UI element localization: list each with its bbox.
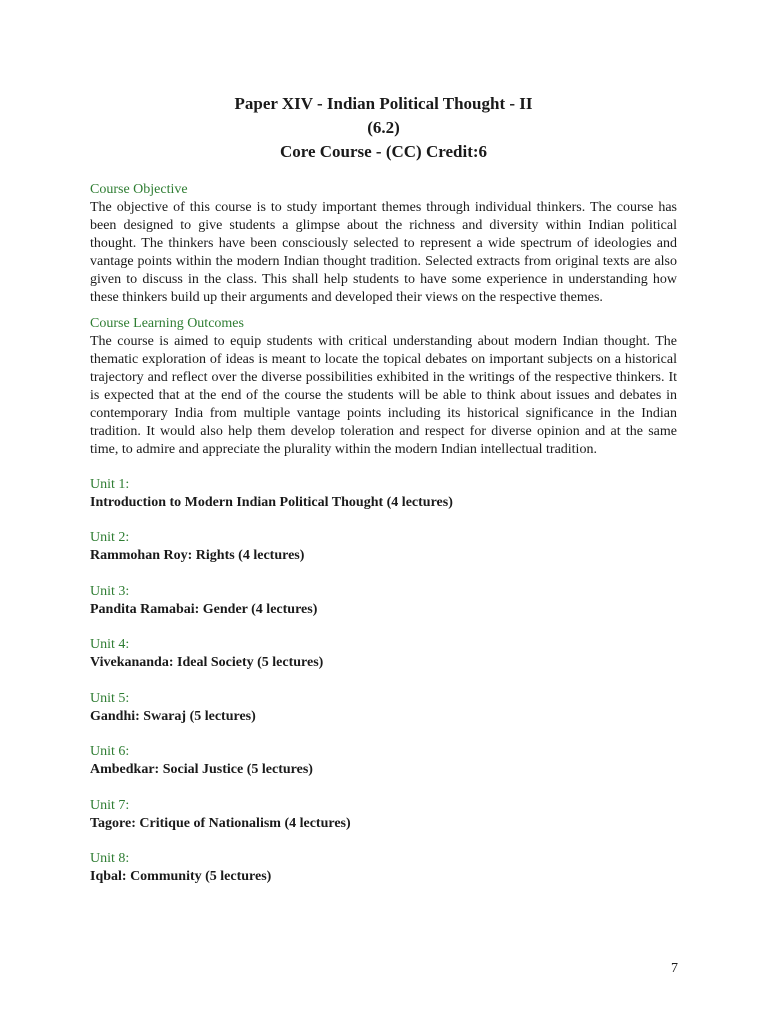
unit-label: Unit 2: (90, 530, 130, 546)
unit-title: Rammohan Roy: Rights (4 lectures) (90, 548, 305, 564)
unit-label: Unit 4: (90, 637, 130, 653)
unit-label: Unit 5: (90, 690, 130, 706)
unit-label: Unit 1: (90, 476, 130, 492)
learning-outcomes-text: The course is aimed to equip students with critical understanding about modern Indian thought. The thematic exploration of ideas is meant to locate the topical debates on important subjects on a historical trajectory and reflect over the diverse possibilities exhibited in the writings of the respective thinkers. It is expected that at the end of the course the students will be able to think about issues and debates in contemporary India from multiple vantage points including its historical significance in the Indian tradition. It would also help them develop toleration and respect for diverse opinion and at the same time, to admire and appreciate the plurality within the modern Indian intellectual tradition. (90, 334, 677, 457)
page-title (90, 92, 677, 164)
unit-item (90, 797, 677, 833)
course-objective-text: The objective of this course is to study important themes through individual thinkers. The course has been designed to give students a glimpse about the richness and diversity within Indian political thought. The thinkers have been consciously selected to represent a wide spectrum of ideologies and vantage points within the modern Indian thought tradition. Selected extracts from original texts are also given to discuss in the class. This shall help students to have some experience in understanding how these thinkers build up their arguments and developed their views on the respective themes. (90, 200, 677, 305)
unit-item (90, 583, 677, 619)
unit-title: Introduction to Modern Indian Political Thought (4 lectures) (90, 494, 453, 510)
unit-label: Unit 8: (90, 851, 130, 867)
unit-item (90, 476, 677, 512)
unit-label: Unit 6: (90, 744, 130, 760)
title-line-paper: Paper XIV - Indian Political Thought - II (234, 94, 533, 113)
unit-label: Unit 7: (90, 797, 130, 813)
unit-title: Vivekananda: Ideal Society (5 lectures) (90, 655, 324, 671)
unit-title: Pandita Ramabai: Gender (4 lectures) (90, 601, 318, 617)
unit-title: Gandhi: Swaraj (5 lectures) (90, 708, 256, 724)
unit-item (90, 690, 677, 726)
unit-title: Tagore: Critique of Nationalism (4 lectures) (90, 815, 351, 831)
learning-outcomes-heading: Course Learning Outcomes (90, 316, 244, 332)
unit-label: Unit 3: (90, 583, 130, 599)
unit-item (90, 636, 677, 672)
course-objective-heading: Course Objective (90, 182, 188, 197)
unit-item (90, 743, 677, 779)
unit-item (90, 850, 677, 886)
unit-title: Ambedkar: Social Justice (5 lectures) (90, 762, 313, 778)
unit-list (90, 476, 677, 887)
page-number: 7 (671, 961, 678, 976)
title-line-code: (6.2) (367, 118, 400, 137)
document-page (90, 92, 677, 904)
title-line-credit: Core Course - (CC) Credit:6 (279, 142, 488, 161)
unit-item (90, 529, 677, 565)
unit-title: Iqbal: Community (5 lectures) (90, 869, 272, 885)
